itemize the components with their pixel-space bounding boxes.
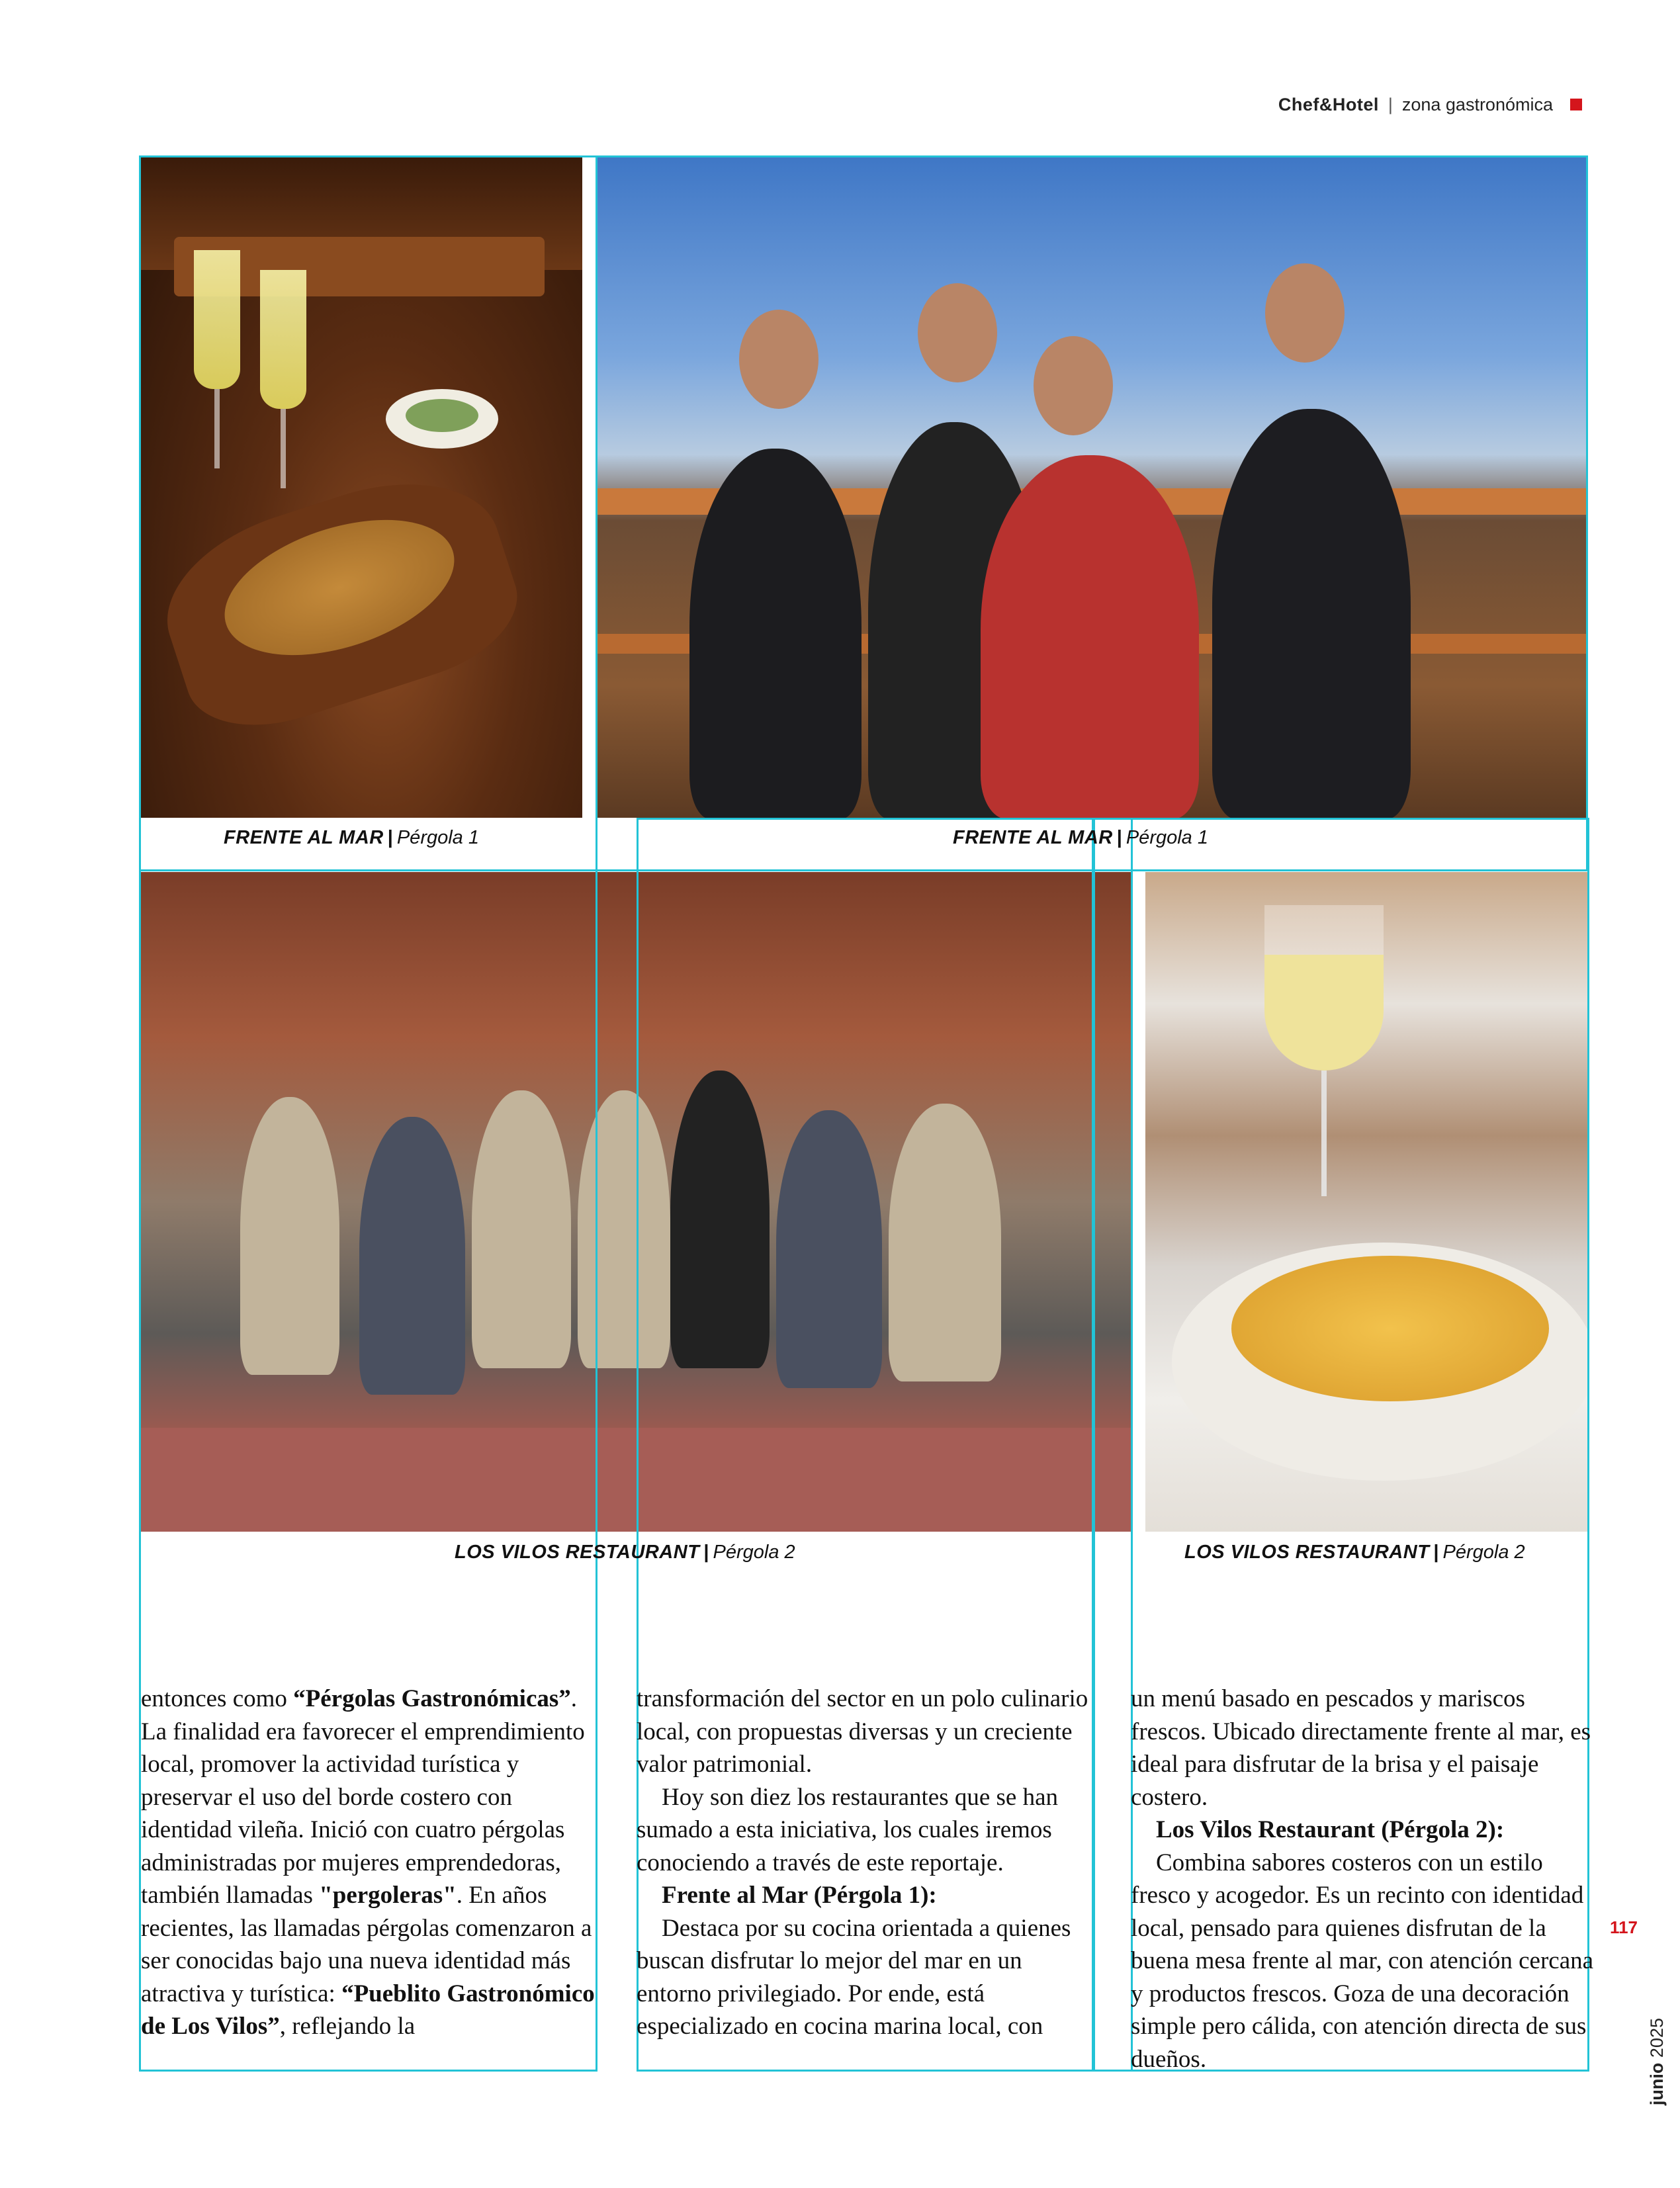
paragraph: un menú basado en pescados y mariscos frescos. Ubicado directamente frente al mar, es ideal para disfrutar de la brisa y el paisaje costero. (1131, 1685, 1591, 1811)
section-name: zona gastronómica (1401, 94, 1553, 114)
issue-date: junio 2025 (1647, 2018, 1667, 2106)
red-square-icon (1570, 99, 1582, 110)
caption-los-vilos-1: LOS VILOS RESTAURANT | Pérgola 2 (455, 1542, 795, 1563)
paragraph: transformación del sector en un polo culinario local, con propuestas diversas y un creciente valor patrimonial. (637, 1685, 1088, 1778)
paragraph: Hoy son diez los restaurantes que se han sumado a esta iniciativa, los cuales iremos conociendo a través de este reportaje. (637, 1783, 1059, 1876)
photo-frente-al-mar-team (597, 157, 1587, 818)
page-header (1278, 91, 1582, 118)
photo-seafood-pasta-and-wine (1145, 872, 1587, 1532)
text-column-2 (637, 1683, 1100, 2043)
subheading-los-vilos: Los Vilos Restaurant (Pérgola 2): (1156, 1816, 1505, 1843)
text-column-1 (141, 1683, 604, 2043)
magazine-brand: Chef&Hotel (1278, 94, 1379, 114)
photo-fried-fish-and-drinks (141, 157, 582, 818)
text-column-3 (1131, 1683, 1594, 2076)
paragraph: Combina sabores costeros con un estilo fresco y acogedor. Es un recinto con identidad local, pensado para quienes disfrutan de la buena mesa frente al mar, con atención cercana y productos frescos. Goza de una decoración simple pero cálida, con atención directa de sus dueños. (1131, 1849, 1594, 2073)
caption-frente-al-mar-2: FRENTE AL MAR | Pérgola 1 (953, 827, 1208, 848)
photo-los-vilos-restaurant-team (141, 872, 1131, 1532)
header-separator: | (1388, 94, 1393, 114)
subheading-frente-al-mar: Frente al Mar (Pérgola 1): (662, 1882, 937, 1909)
caption-los-vilos-2: LOS VILOS RESTAURANT | Pérgola 2 (1184, 1542, 1525, 1563)
paragraph: Destaca por su cocina orientada a quienes buscan disfrutar lo mejor del mar en un entorno privilegiado. Por ende, está especializado en cocina marina local, con (637, 1914, 1071, 2040)
page-number: 117 (1610, 1917, 1638, 1937)
caption-frente-al-mar-1: FRENTE AL MAR | Pérgola 1 (224, 827, 479, 848)
paragraph: entonces como “Pérgolas Gastronómicas”. La finalidad era favorecer el emprendimiento local, promover la actividad turística y preservar el uso del borde costero con identidad vileña. Inició con cuatro pérgolas administradas por mujeres emprendedoras, también llamadas "pergoleras". En años recientes, las llamadas pérgolas comenzaron a ser conocidas bajo una nueva identidad más atractiva y turística: “Pueblito Gastronómico de Los Vilos”, reflejando la (141, 1685, 595, 2040)
